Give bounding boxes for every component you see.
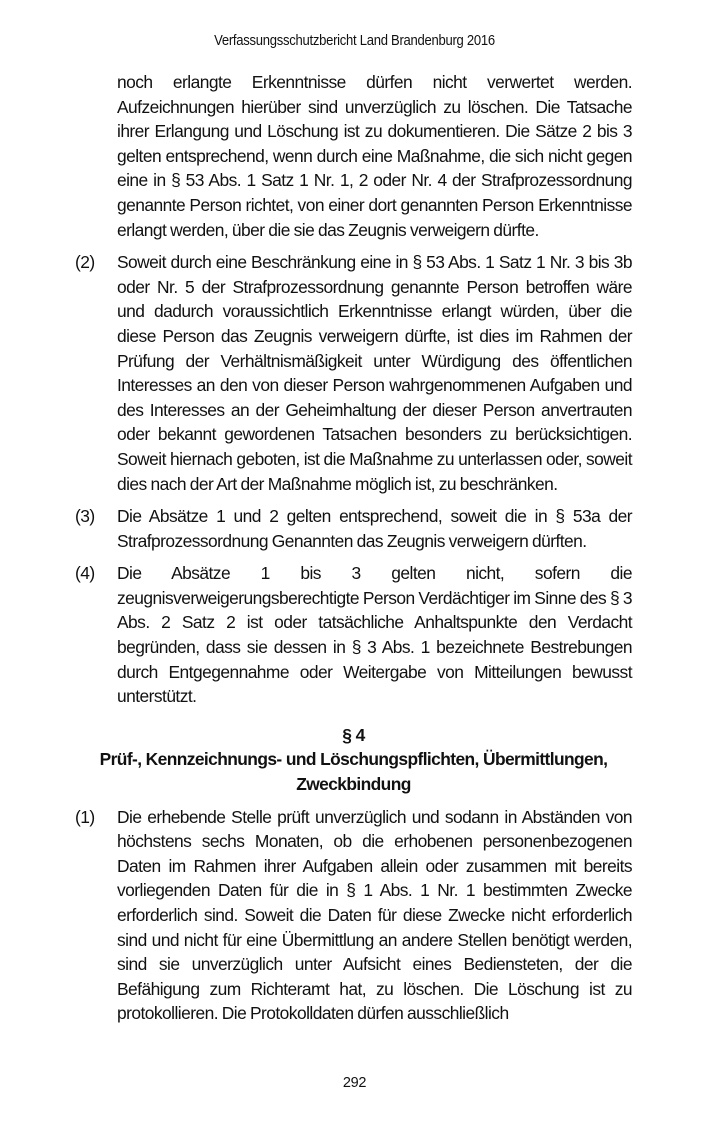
continuation-text: noch erlangte Erkenntnisse dürfen nicht verwertet werden. Aufzeichnungen hierüber sind unverzüglich zu löschen. Die Tatsache ihrer Erlangung und Löschung ist zu dokumentieren. Die Sätze 2 bis 3 gelten entsprechend, wenn durch eine Maßnahme, die sich nicht gegen eine in § 53 Abs. 1 Satz 1 Nr. 1, 2 oder Nr. 4 der Strafprozessordnung genannte Person richtet, von einer dort genannten Person Erkenntnisse erlangt werden, über die sie das Zeugnis verweigern dürfte. <box>117 72 632 240</box>
section-paragraph-1 <box>75 805 632 1026</box>
paragraph-number: (1) <box>75 806 95 827</box>
section-number: § 4 <box>342 724 365 745</box>
page-content <box>75 70 632 1034</box>
paragraph-number: (2) <box>75 252 95 273</box>
paragraph-number: (4) <box>75 563 95 584</box>
running-header: Verfassungsschutzbericht Land Brandenburg 2016 <box>214 33 495 49</box>
section-title-line2: Zweckbindung <box>296 774 411 795</box>
page-number: 292 <box>342 1075 367 1091</box>
paragraph-text: Die erhebende Stelle prüft unverzüglich und sodann in Abständen von höchstens sechs Monaten, ob die erhobenen personenbezogenen Daten im Rahmen ihrer Aufgaben allein oder zusammen mit bereits vorliegenden Daten für die in § 1 Abs. 1 Nr. 1 bestimmten Zwecke erforderlich sind. Soweit die Daten für diese Zwecke nicht erforderlich sind und nicht für eine Übermittlung an andere Stellen benötigt werden, sind sie unverzüglich unter Aufsicht eines Bediensteten, der die Befähigung zum Richteramt hat, zu löschen. Die Löschung ist zu protokollieren. Die Protokolldaten dürfen ausschließlich <box>117 806 632 1024</box>
paragraph-4 <box>75 561 632 709</box>
paragraph-3 <box>75 504 632 553</box>
paragraph-number: (3) <box>75 506 95 527</box>
section-heading <box>55 723 652 797</box>
paragraph-text: Soweit durch eine Beschränkung eine in § 53 Abs. 1 Satz 1 Nr. 3 bis 3b oder Nr. 5 der Strafprozessordnung genannte Person betroffen wäre und dadurch voraussichtlich Erkenntnisse erlangt würden, über die diese Person das Zeugnis verweigern dürfte, ist dies im Rahmen der Prüfung der Verhältnismäßigkeit unter Würdigung des öffentlichen Interesses an den von dieser Person wahrgenommenen Aufgaben und des Interesses an der Geheimhaltung der dieser Person anvertrauten oder bekannt gewordenen Tatsachen besonders zu berücksichtigen. Soweit hiernach geboten, ist die Maßnahme zu unterlassen oder, soweit dies nach der Art der Maßnahme möglich ist, zu beschränken. <box>117 252 632 494</box>
section-title-line1: Prüf-, Kennzeichnungs- und Löschungspflichten, Übermittlungen, <box>99 749 608 770</box>
paragraph-text: Die Absätze 1 und 2 gelten entsprechend, soweit die in § 53a der Strafprozessordnung Genannten das Zeugnis verweigern dürften. <box>117 506 632 551</box>
paragraph-2 <box>75 250 632 496</box>
paragraph-text: Die Absätze 1 bis 3 gelten nicht, sofern die zeugnisverweigerungsberechtigte Person Verdächtiger im Sinne des § 3 Abs. 2 Satz 2 ist oder tatsächliche Anhaltspunkte den Verdacht begründen, dass sie dessen in § 3 Abs. 1 bezeichnete Bestrebungen durch Entgegennahme oder Weitergabe von Mitteilungen bewusst unterstützt. <box>117 563 632 707</box>
